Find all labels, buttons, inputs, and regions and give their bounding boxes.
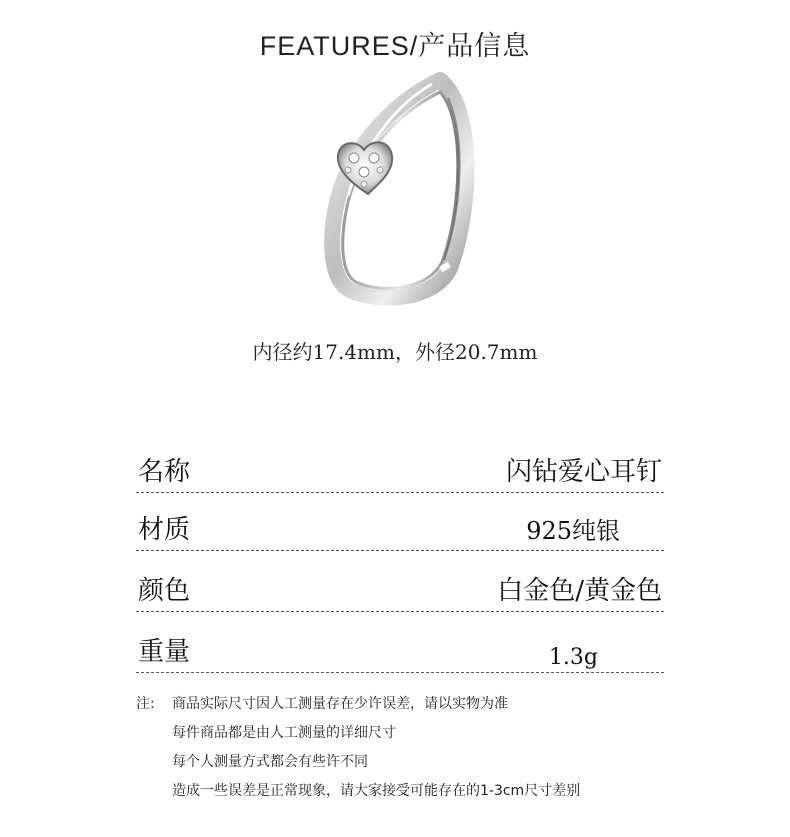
spec-label: 重量: [138, 637, 191, 667]
measurement-notes: [136, 692, 580, 808]
ring-with-heart-icon: [290, 68, 500, 318]
spec-label: 材质: [138, 515, 191, 545]
spec-row-name: [136, 448, 664, 493]
note-line: 造成一些误差是正常现象，请大家接受可能存在的1-3cm尺寸差别: [172, 783, 581, 799]
spec-label: 颜色: [138, 576, 191, 606]
spec-value: 闪钻爱心耳钉: [505, 457, 662, 487]
spec-row-weight: [136, 612, 664, 673]
spec-label: 名称: [138, 457, 191, 487]
spec-value: 白金色/黄金色: [497, 576, 662, 606]
spec-row-material: [136, 493, 664, 551]
note-text: 商品实际尺寸因人工测量存在少许误差，请以实物为准: [172, 696, 508, 712]
spec-value: 1.3g: [548, 645, 598, 670]
spec-value: 925纯银: [526, 517, 620, 545]
note-line: 每个人测量方式都会有些许不同: [172, 754, 368, 770]
note-line: 每件商品都是由人工测量的详细尺寸: [172, 725, 396, 741]
product-image: [290, 68, 500, 318]
note-line: [136, 692, 580, 721]
ring-dimensions: 内径约17.4mm，外径20.7mm: [252, 340, 538, 364]
note-prefix: 注:: [136, 696, 155, 712]
page-title: FEATURES/产品信息: [259, 31, 531, 61]
spec-table: [136, 448, 664, 673]
spec-row-color: [136, 551, 664, 612]
